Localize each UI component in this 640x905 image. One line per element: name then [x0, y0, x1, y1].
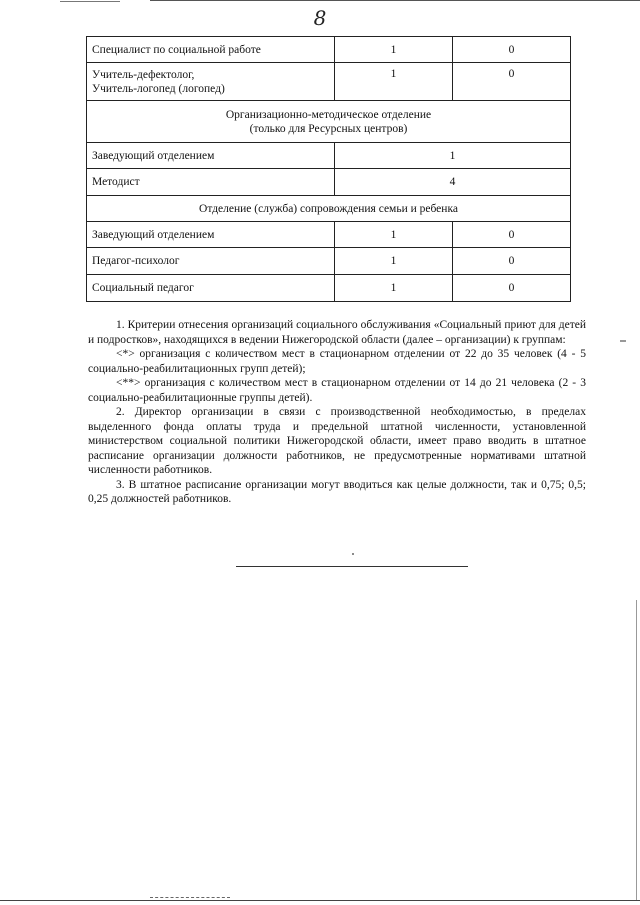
top-border-line [150, 0, 640, 1]
position-name: Методист [87, 169, 335, 196]
scan-mark [620, 340, 626, 342]
page-edge [0, 900, 640, 901]
position-name: Специалист по социальной работе [87, 37, 335, 63]
scan-speck [352, 553, 354, 555]
scan-mark [150, 897, 230, 899]
section-header-row [87, 101, 571, 143]
position-name: Педагог-психолог [87, 248, 335, 275]
table-row [87, 248, 571, 275]
note-paragraph: 1. Критерии отнесения организаций социального обслуживания «Социальный приют для детей и подростков», находящихся в ведении Нижегородской области (далее – организации) к группам: [88, 319, 586, 346]
section-header [87, 101, 571, 143]
position-count: 1 [335, 143, 571, 169]
section-subtitle: (только для Ресурсных центров) [249, 122, 408, 135]
position-count-2: 0 [453, 248, 571, 275]
position-count-1: 1 [335, 63, 453, 101]
note-paragraph: <**> организация с количеством мест в стационарном отделении от 14 до 21 человека (2 - 3 социально-реабилитационные группы детей). [88, 377, 586, 404]
position-count-2: 0 [453, 63, 571, 101]
position-name [87, 63, 335, 101]
position-count-1: 1 [335, 37, 453, 63]
position-count-2: 0 [453, 222, 571, 248]
table-row [87, 63, 571, 101]
position-name-line: Учитель-логопед (логопед) [92, 82, 225, 95]
table-row [87, 143, 571, 169]
table-row [87, 275, 571, 302]
table-row [87, 169, 571, 196]
note-paragraph: 3. В штатное расписание организации могут вводиться как целые должности, так и 0,75; 0,5; 0,25 должностей работников. [88, 478, 586, 505]
position-count-1: 1 [335, 275, 453, 302]
note-paragraph: 2. Директор организации в связи с производственной необходимостью, в пределах выделенного фонда оплаты труда и предельной штатной численности, установленной министерством социальной политики Нижегородской области, имеет право вводить в штатное расписание организации должности работников, не предусмотренные нормативами штатной численности работников. [88, 406, 586, 476]
note-paragraph: <*> организация с количеством мест в стационарном отделении от 22 до 35 человек (4 - 5 социально-реабилитационных групп детей); [88, 348, 586, 375]
position-count-1: 1 [335, 222, 453, 248]
staffing-table [86, 36, 571, 302]
section-title: Организационно-методическое отделение [225, 108, 432, 121]
position-count: 4 [335, 169, 571, 196]
position-count-2: 0 [453, 37, 571, 63]
section-header: Отделение (служба) сопровождения семьи и ребенка [87, 196, 571, 222]
table-row [87, 222, 571, 248]
position-name: Заведующий отделением [87, 143, 335, 169]
position-count-1: 1 [335, 248, 453, 275]
scan-mark [60, 0, 120, 2]
position-name-line: Учитель-дефектолог, [92, 68, 195, 81]
section-header-row [87, 196, 571, 222]
page-edge [636, 600, 637, 900]
end-line [236, 566, 468, 567]
table-row [87, 37, 571, 63]
page-number: 8 [313, 6, 327, 30]
position-name: Заведующий отделением [87, 222, 335, 248]
position-count-2: 0 [453, 275, 571, 302]
position-name: Социальный педагог [87, 275, 335, 302]
notes-section [88, 318, 586, 507]
